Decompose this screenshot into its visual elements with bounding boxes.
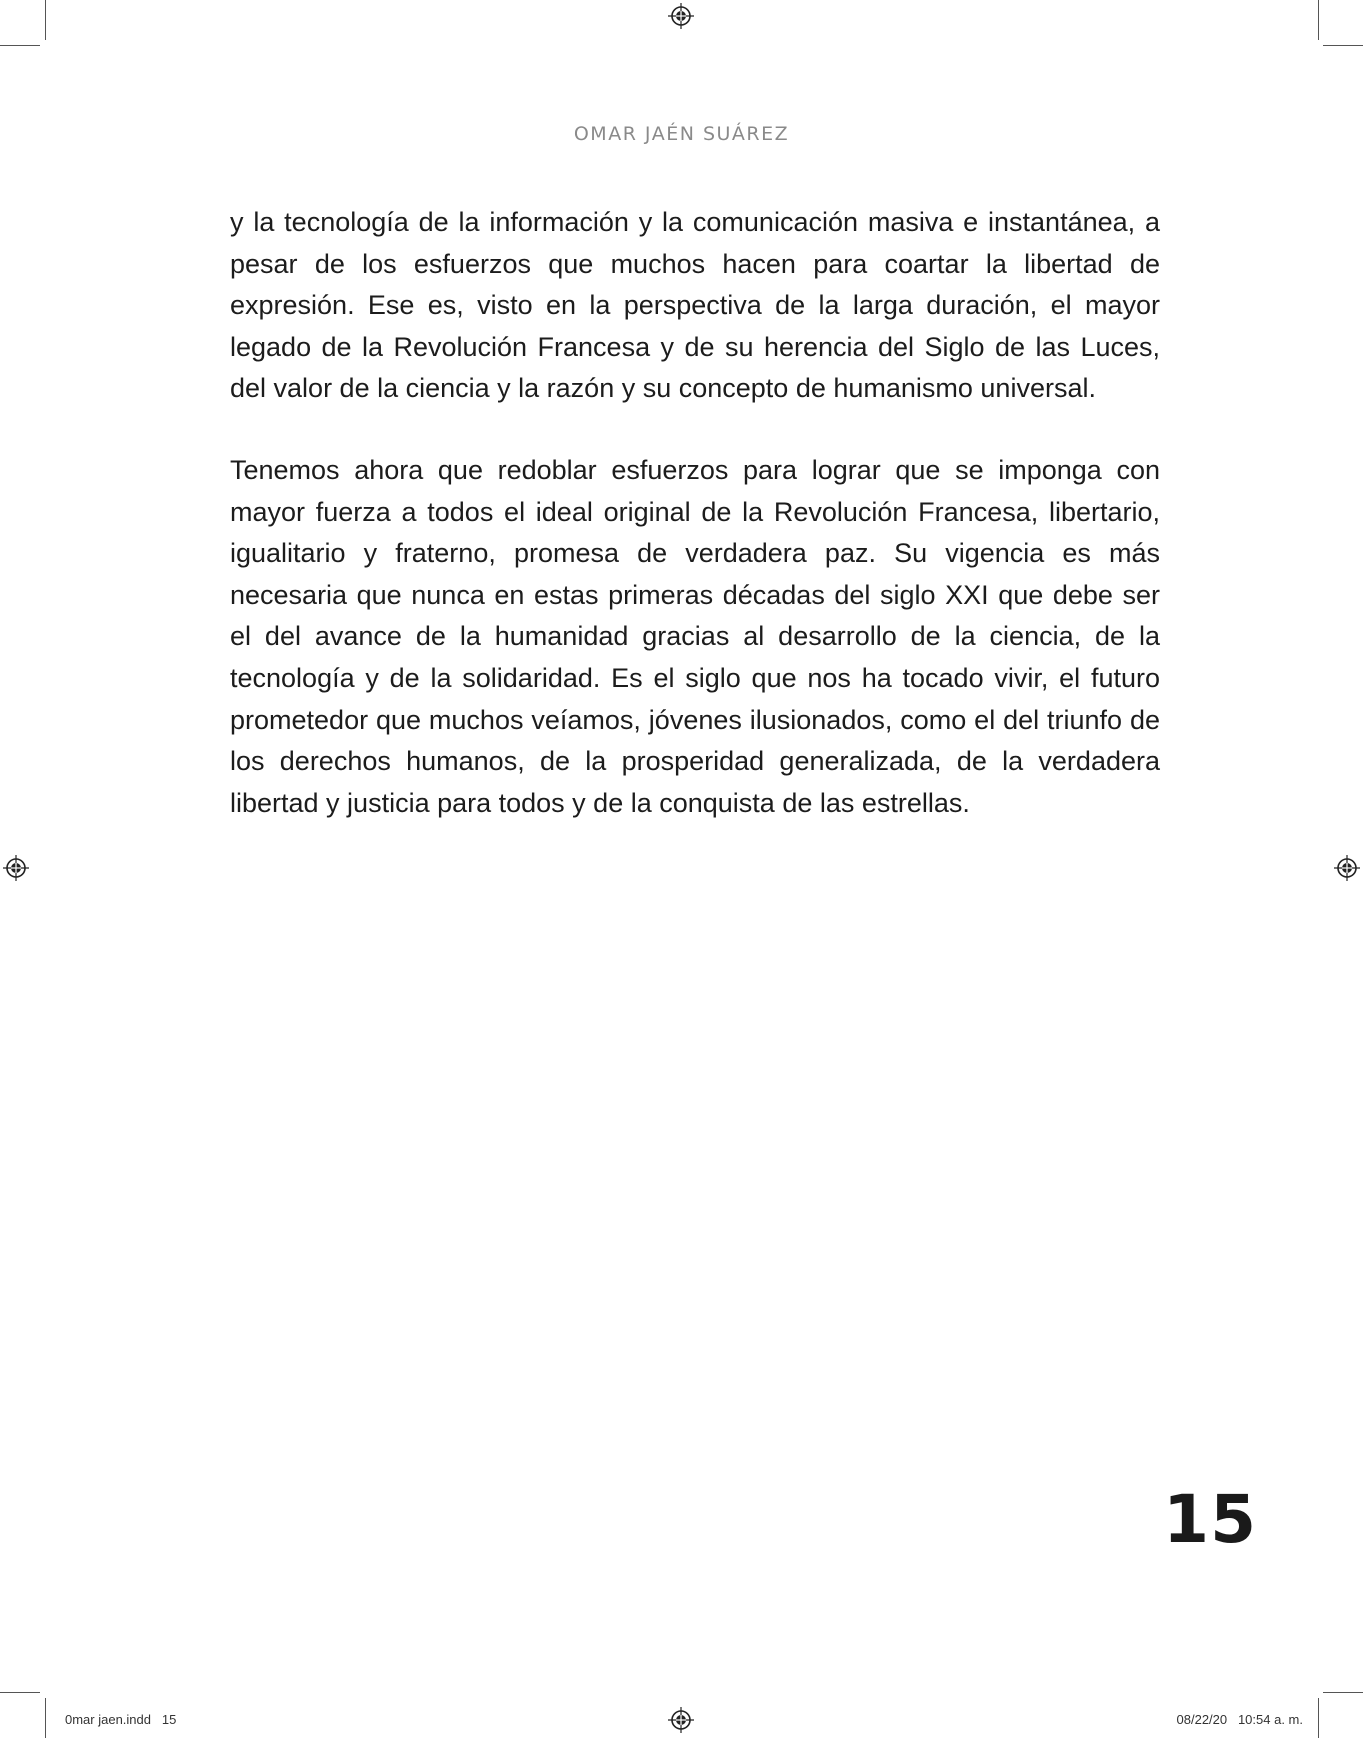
registration-mark-icon-right (1334, 855, 1360, 881)
paragraph-1: y la tecnología de la información y la comunicación masiva e instantánea, a pesar de los esfuerzos que muchos hacen para coartar la libertad de expresión. Ese es, visto en la perspectiva de la larga duración, el mayor legado de la Revolución Francesa y de su herencia del Siglo de las Luces, del valor de la ciencia y la razón y su concepto de humanismo universal. (230, 207, 1160, 404)
registration-mark-icon-left (3, 855, 29, 881)
page-number: 15 (1163, 1481, 1257, 1558)
crop-mark-top-right-horizontal (1323, 45, 1363, 46)
crop-mark-top-left-horizontal (0, 45, 40, 46)
registration-mark-icon-top (668, 3, 694, 29)
crop-mark-bottom-left-horizontal (0, 1692, 40, 1693)
slug-timestamp: 08/22/20 10:54 a. m. (1176, 1712, 1303, 1727)
registration-mark-icon-bottom (668, 1707, 694, 1733)
crop-mark-bottom-right-horizontal (1323, 1692, 1363, 1693)
crop-mark-bottom-left-vertical (45, 1698, 46, 1738)
crop-mark-top-left-vertical (45, 0, 46, 40)
body-text (230, 202, 1160, 864)
running-head: OMAR JAÉN SUÁREZ (573, 123, 790, 145)
paragraph-2: Tenemos ahora que redoblar esfuerzos para lograr que se imponga con mayor fuerza a todos el ideal original de la Revolución Francesa, libertario, igualitario y fraterno, promesa de verdadera paz. Su vigencia es más necesaria que nunca en estas primeras décadas del siglo XXI que debe ser el del avance de la humanidad gracias al desarrollo de la ciencia, de la tecnología y de la solidaridad. Es el siglo que nos ha tocado vivir, el futuro prometedor que muchos veíamos, jóvenes ilusionados, como el del triunfo de los derechos humanos, de la prosperidad generalizada, de la verdadera libertad y justicia para todos y de la conquista de las estrellas. (230, 454, 1160, 818)
crop-mark-bottom-right-vertical (1318, 1698, 1319, 1738)
slug-file-info: 0mar jaen.indd 15 (65, 1712, 177, 1727)
crop-mark-top-right-vertical (1318, 0, 1319, 40)
